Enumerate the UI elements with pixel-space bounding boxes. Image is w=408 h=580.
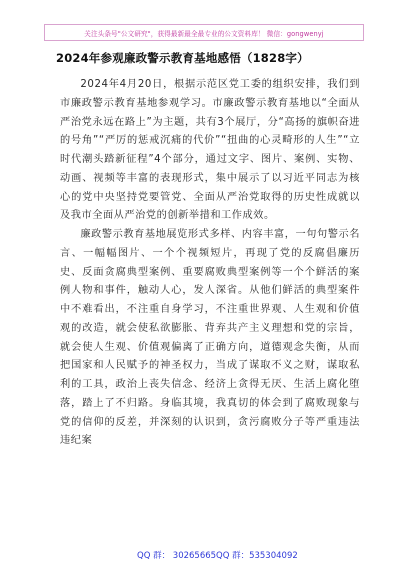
- document-body: [60, 76, 360, 451]
- footer-qq-group-2: QQ 群：535304092: [216, 551, 298, 561]
- promo-banner-text: 关注头条号"公文研究"，获得最新最全最专业的公文资料库！ 微信：gongwenyj: [84, 29, 324, 38]
- paragraph: 廉政警示教育基地展览形式多样、内容丰富，一句句警示名言、一幅幅图片、一个个视频短片，再现了党的反腐倡廉历史、反面贪腐典型案例、重要腐败典型案例等一个个鲜活的案例人物和事件，触动人心，发人深省。从他们鲜活的典型案件中不难看出，不注重自身学习，不注重世界观、人生观和价值观的改造，就会使私欲膨胀、背弃共产主义理想和党的宗旨，就会使人生观、价值观偏离了正确方向，道德观念失衡，从而把国家和人民赋予的神圣权力，当成了谋取不义之财，谋取私利的工具，政治上丧失信念、经济上贪得无厌、生活上腐化堕落，踏上了不归路。身临其境，我真切的体会到了腐败现象与党的信仰的反差，并深刻的认识到，贪污腐败分子等严重违法违纪案: [60, 229, 360, 447]
- promo-banner: [44, 24, 364, 41]
- document-title: 2024年参观廉政警示教育基地感悟（1828字）: [56, 51, 309, 65]
- footer: [0, 549, 408, 565]
- footer-qq-group-1: QQ 群： 30265665: [137, 551, 217, 561]
- paragraph: 2024年4月20日，根据示范区党工委的组织安排，我们到市廉政警示教育基地参观学习。市廉政警示教育基地以“全面从严治党永远在路上”为主题，共有3个展厅，分“高扬的旗帜奋进的号角”“严厉的惩戒沉痛的代价”“扭曲的心灵畸形的人生”“立时代潮头踏新征程”4个部分，通过文字、图片、案例、实物、动画、视频等丰富的表现形式，集中展示了以习近平同志为核心的党中央坚持党要管党、全面从严治党取得的历史性成就以及我市全面从严治党的创新举措和工作成效。: [60, 79, 360, 222]
